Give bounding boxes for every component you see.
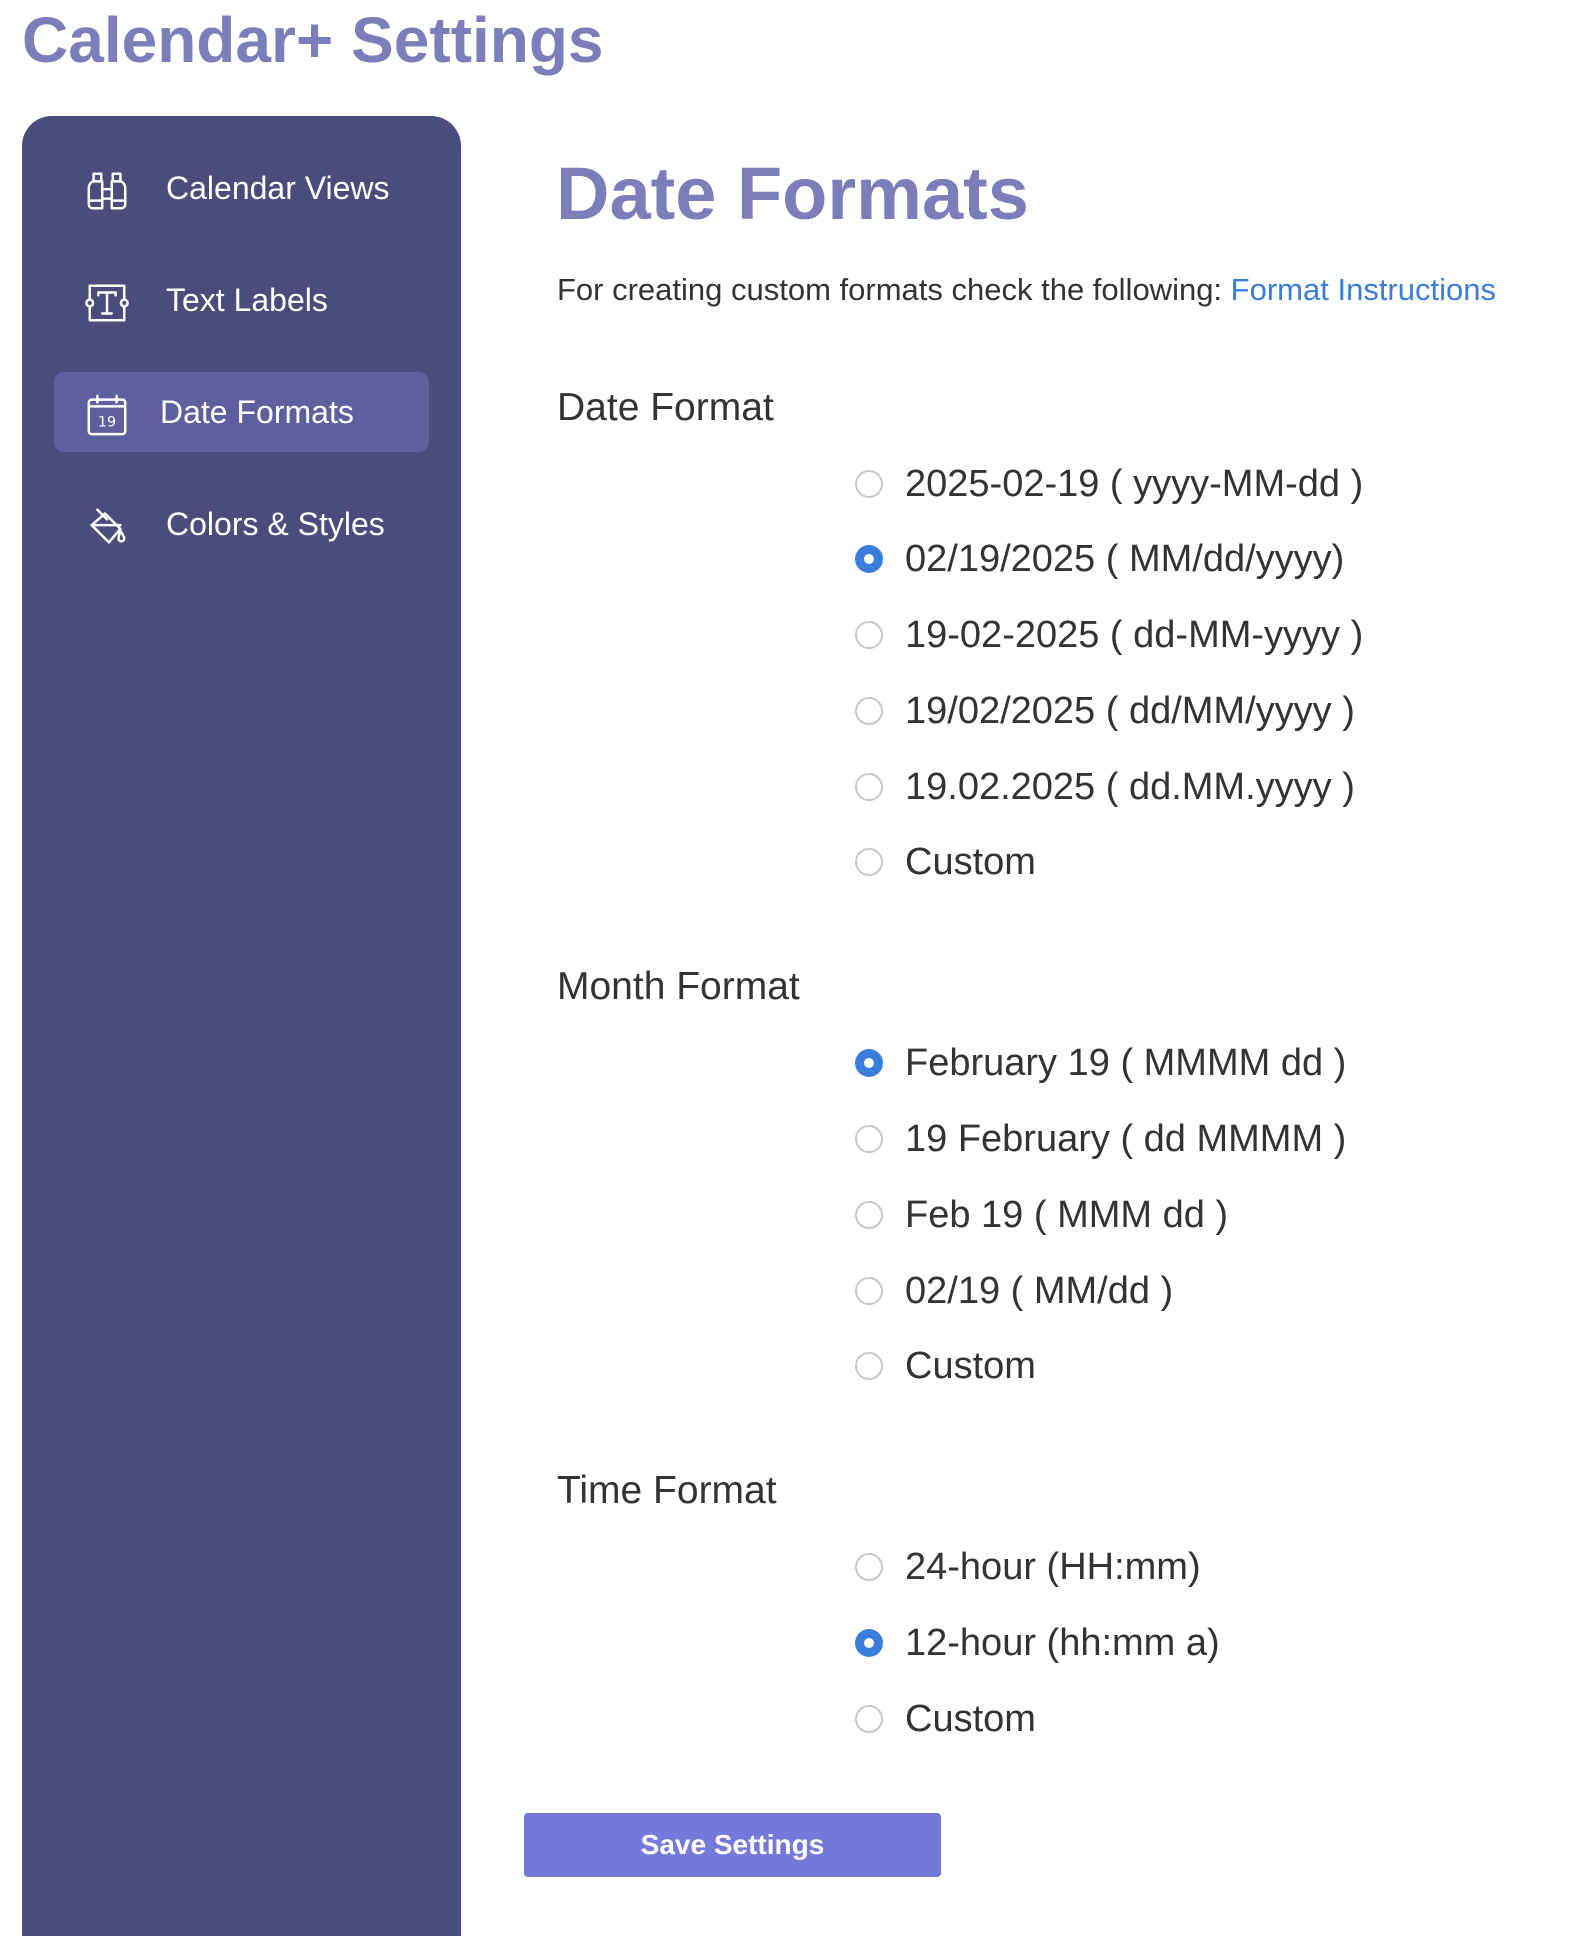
radio-label: 02/19 ( MM/dd ): [905, 1270, 1174, 1312]
save-settings-button[interactable]: Save Settings: [524, 1813, 941, 1877]
radio-label: 24-hour (HH:mm): [905, 1546, 1201, 1588]
sidebar-item-label: Calendar Views: [166, 170, 390, 206]
radio-button[interactable]: [855, 773, 883, 801]
radio-button[interactable]: [855, 1705, 883, 1733]
radio-button[interactable]: [855, 1352, 883, 1380]
calendar-icon-text: 19: [97, 414, 117, 431]
month-format-option[interactable]: [855, 1110, 1495, 1170]
sidebar-item-label: Text Labels: [166, 282, 328, 318]
date-format-option[interactable]: [855, 833, 1495, 893]
radio-button-selected[interactable]: [855, 1049, 883, 1077]
month-format-heading: Month Format: [557, 965, 800, 1008]
sidebar-item-calendar-views[interactable]: [22, 148, 461, 228]
sidebar-item-colors-styles[interactable]: [22, 484, 461, 564]
paint-bucket-icon: [84, 504, 130, 550]
radio-label: Custom: [905, 1698, 1036, 1740]
time-format-heading: Time Format: [557, 1469, 777, 1512]
date-format-option[interactable]: [855, 455, 1495, 515]
date-format-option[interactable]: [855, 530, 1495, 590]
time-format-option[interactable]: [855, 1690, 1495, 1750]
sidebar-item-date-formats[interactable]: [54, 372, 429, 452]
radio-label: Custom: [905, 1345, 1036, 1387]
radio-label: Custom: [905, 841, 1036, 883]
intro-text-label: For creating custom formats check the following:: [557, 272, 1231, 307]
radio-label: 19.02.2025 ( dd.MM.yyyy ): [905, 766, 1355, 808]
radio-label: 19 February ( dd MMMM ): [905, 1118, 1347, 1160]
radio-button[interactable]: [855, 1125, 883, 1153]
month-format-option[interactable]: [855, 1186, 1495, 1246]
time-format-option[interactable]: [855, 1538, 1495, 1598]
time-format-option[interactable]: [855, 1614, 1495, 1674]
sidebar-item-text-labels[interactable]: [22, 260, 461, 340]
radio-label: 19/02/2025 ( dd/MM/yyyy ): [905, 690, 1355, 732]
radio-button-selected[interactable]: [855, 545, 883, 573]
radio-button-selected[interactable]: [855, 1629, 883, 1657]
date-format-option[interactable]: [855, 682, 1495, 742]
date-format-heading: Date Format: [557, 386, 774, 429]
date-format-option[interactable]: [855, 758, 1495, 818]
radio-button[interactable]: [855, 1553, 883, 1581]
text-frame-icon: [84, 280, 130, 326]
radio-button[interactable]: [855, 1277, 883, 1305]
month-format-option[interactable]: [855, 1337, 1495, 1397]
radio-button[interactable]: [855, 1201, 883, 1229]
app-title: Calendar+ Settings: [22, 4, 604, 76]
radio-label: 02/19/2025 ( MM/dd/yyyy): [905, 538, 1345, 580]
month-format-option[interactable]: [855, 1262, 1495, 1322]
radio-button[interactable]: [855, 848, 883, 876]
radio-label: 12-hour (hh:mm a): [905, 1622, 1220, 1664]
sidebar-item-label: Colors & Styles: [166, 506, 385, 542]
intro-text: [557, 270, 1496, 310]
month-format-option[interactable]: [855, 1034, 1495, 1094]
sidebar: [22, 116, 461, 1936]
sidebar-item-label: Date Formats: [160, 394, 354, 430]
radio-label: 19-02-2025 ( dd-MM-yyyy ): [905, 614, 1364, 656]
radio-button[interactable]: [855, 470, 883, 498]
radio-label: 2025-02-19 ( yyyy-MM-dd ): [905, 463, 1364, 505]
date-format-option[interactable]: [855, 606, 1495, 666]
radio-label: Feb 19 ( MMM dd ): [905, 1194, 1229, 1236]
calendar-icon: [84, 392, 130, 438]
radio-label: February 19 ( MMMM dd ): [905, 1042, 1347, 1084]
binoculars-icon: [84, 168, 130, 214]
page-title: Date Formats: [556, 152, 1029, 235]
format-instructions-link[interactable]: Format Instructions: [1230, 272, 1496, 307]
radio-button[interactable]: [855, 621, 883, 649]
radio-button[interactable]: [855, 697, 883, 725]
